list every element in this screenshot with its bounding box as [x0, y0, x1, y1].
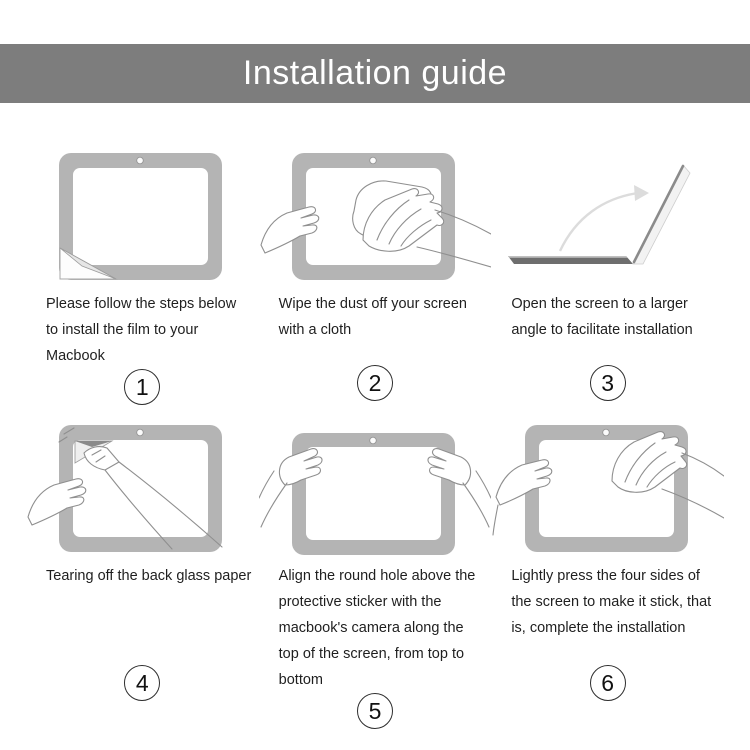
laptop-side-view-icon — [492, 147, 724, 287]
step-1-number-badge: 1 — [124, 369, 160, 405]
step-3-cell — [491, 147, 724, 419]
step-1-text: Please follow the steps below to install the film to your Macbook — [46, 296, 237, 364]
step-6-cell — [491, 419, 724, 719]
step-6-number-badge: 6 — [590, 665, 626, 701]
step-2-text: Wipe the dust off your screen with a cloth — [278, 296, 467, 338]
step-6-text: Lightly press the four sides of the screen to make it stick, that is, complete the installation — [511, 568, 712, 636]
step-3-text: Open the screen to a larger angle to facilitate installation — [511, 296, 693, 338]
align-camera-icon — [259, 419, 491, 559]
open-arrow-icon — [560, 185, 649, 251]
step-6-illustration — [491, 419, 724, 559]
step-2-illustration — [259, 147, 492, 287]
wipe-cloth-icon — [259, 147, 491, 287]
step-1-illustration — [26, 147, 259, 287]
step-4-illustration — [26, 419, 259, 559]
steps-grid — [0, 147, 750, 724]
step-4-cell — [26, 419, 259, 719]
step-3-illustration — [491, 147, 724, 287]
camera-dot-icon — [602, 429, 609, 436]
step-4-text: Tearing off the back glass paper — [46, 568, 252, 584]
step-3-number-badge: 3 — [590, 365, 626, 401]
laptop-base-icon — [508, 256, 633, 264]
step-4-number-badge: 4 — [124, 665, 160, 701]
camera-dot-icon — [370, 157, 377, 164]
step-5-cell — [259, 419, 492, 724]
step-2-cell — [259, 147, 492, 419]
camera-dot-icon — [137, 157, 144, 164]
step-5-number-badge: 5 — [357, 693, 393, 729]
press-sides-icon — [492, 419, 724, 559]
step-5-illustration — [259, 419, 492, 559]
step-5-text: Align the round hole above the protective sticker with the macbook's camera along the top of the screen, from top to bottom — [278, 568, 476, 688]
step-1-cell — [26, 147, 259, 419]
page-title: Installation guide — [242, 54, 508, 92]
header-banner — [0, 44, 750, 103]
tear-back-paper-icon — [26, 419, 258, 559]
screen-film-peel-icon — [26, 147, 258, 287]
laptop-screen-icon — [633, 165, 690, 264]
camera-dot-icon — [137, 429, 144, 436]
camera-dot-icon — [370, 437, 377, 444]
step-2-number-badge: 2 — [357, 365, 393, 401]
